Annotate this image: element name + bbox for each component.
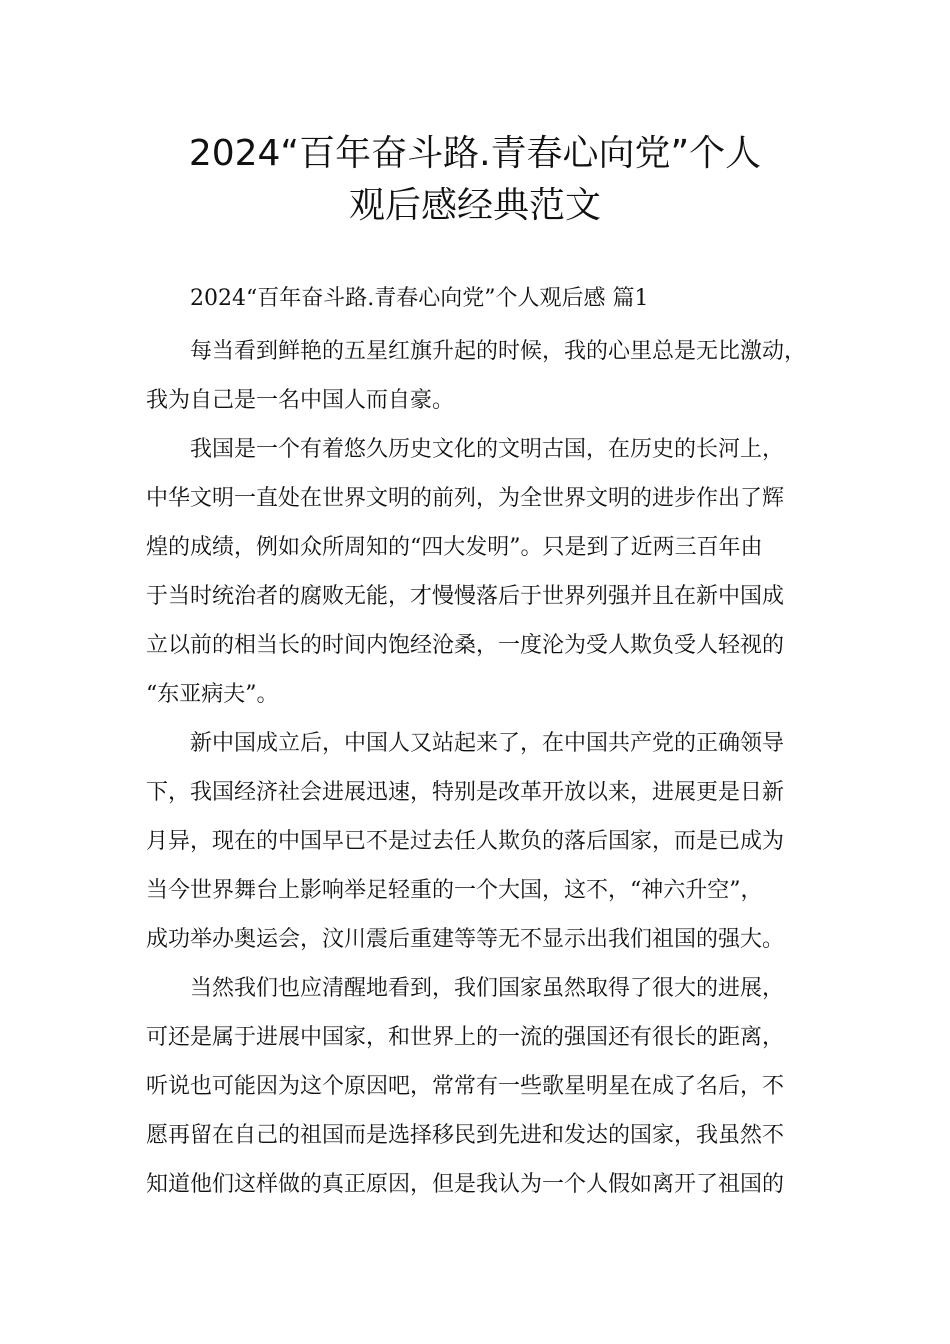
text-line: 可还是属于进展中国家，和世界上的一流的强国还有很长的距离， — [146, 1025, 785, 1050]
text-line: 于当时统治者的腐败无能，才慢慢落后于世界列强并且在新中国成 — [146, 584, 785, 609]
section-heading: 2024“百年奋斗路.青春心向党”个人观后感 篇1 — [190, 286, 649, 311]
text-line: 每当看到鲜艳的五星红旗升起的时候，我的心里总是无比激动， — [190, 339, 807, 364]
text-line: 当今世界舞台上影响举足轻重的一个大国，这不，“神六升空”， — [146, 878, 763, 903]
text-line: 我为自己是一名中国人而自豪。 — [146, 388, 455, 413]
text-line: 当然我们也应清醒地看到，我们国家虽然取得了很大的进展， — [190, 976, 785, 1001]
text-line: “东亚病夫”。 — [146, 682, 279, 707]
text-line: 新中国成立后，中国人又站起来了，在中国共产党的正确领导 — [190, 731, 785, 756]
text-line: 中华文明一直处在世界文明的前列，为全世界文明的进步作出了辉 — [146, 486, 785, 511]
text-line: 煌的成绩，例如众所周知的“四大发明”。只是到了近两三百年由 — [146, 535, 763, 560]
text-line: 下，我国经济社会进展迅速，特别是改革开放以来，进展更是日新 — [146, 780, 785, 805]
text-line: 知道他们这样做的真正原因，但是我认为一个人假如离开了祖国的 — [146, 1172, 785, 1197]
text-line: 听说也可能因为这个原因吧，常常有一些歌星明星在成了名后，不 — [146, 1074, 785, 1099]
text-line: 愿再留在自己的祖国而是选择移民到先进和发达的国家，我虽然不 — [146, 1123, 785, 1148]
document-title-line-2: 观后感经典范文 — [348, 185, 601, 226]
text-line: 月异，现在的中国早已不是过去任人欺负的落后国家，而是已成为 — [146, 829, 785, 854]
text-line: 成功举办奥运会，汶川震后重建等等无不显示出我们祖国的强大。 — [146, 927, 785, 952]
document-title-line-1: 2024“百年奋斗路.青春心向党”个人 — [188, 133, 762, 174]
text-line: 我国是一个有着悠久历史文化的文明古国，在历史的长河上， — [190, 437, 785, 462]
text-line: 立以前的相当长的时间内饱经沧桑，一度沦为受人欺负受人轻视的 — [146, 633, 785, 658]
